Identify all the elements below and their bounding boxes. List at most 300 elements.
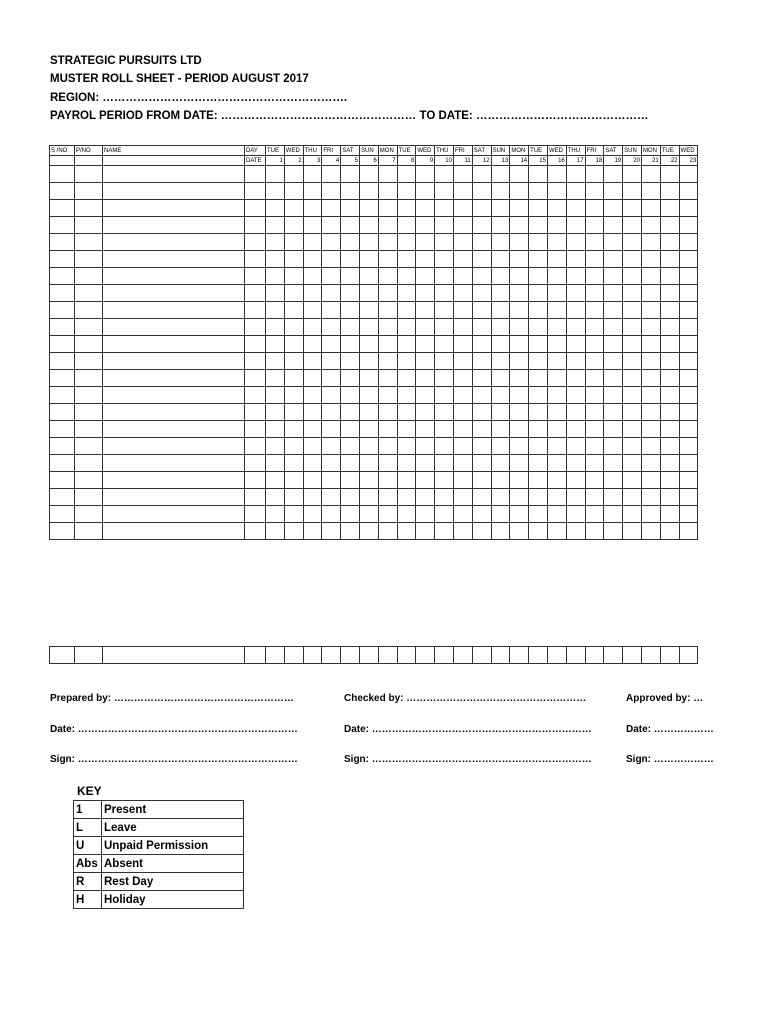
entry-cell[interactable] — [303, 438, 322, 455]
entry-cell[interactable] — [604, 404, 623, 421]
entry-cell[interactable] — [529, 506, 548, 523]
entry-cell[interactable] — [679, 353, 698, 370]
entry-cell[interactable] — [453, 455, 472, 472]
entry-cell[interactable] — [529, 234, 548, 251]
entry-cell[interactable] — [510, 387, 529, 404]
entry-cell[interactable] — [322, 489, 341, 506]
entry-cell[interactable] — [50, 370, 75, 387]
entry-cell[interactable] — [472, 421, 491, 438]
entry-cell[interactable] — [660, 251, 679, 268]
entry-cell[interactable] — [322, 506, 341, 523]
entry-cell[interactable] — [641, 353, 660, 370]
entry-cell[interactable] — [416, 523, 435, 540]
entry-cell[interactable] — [75, 302, 103, 319]
entry-cell[interactable] — [322, 404, 341, 421]
entry-cell[interactable] — [660, 268, 679, 285]
entry-cell[interactable] — [566, 319, 585, 336]
entry-cell[interactable] — [416, 370, 435, 387]
entry-cell[interactable] — [103, 217, 245, 234]
entry-cell[interactable] — [266, 455, 285, 472]
entry-cell[interactable] — [75, 506, 103, 523]
entry-cell[interactable] — [566, 455, 585, 472]
entry-cell[interactable] — [75, 387, 103, 404]
entry-cell[interactable] — [585, 319, 604, 336]
entry-cell[interactable] — [604, 251, 623, 268]
entry-cell[interactable] — [416, 285, 435, 302]
entry-cell[interactable] — [491, 217, 510, 234]
totals-cell[interactable] — [245, 647, 266, 664]
entry-cell[interactable] — [103, 404, 245, 421]
entry-cell[interactable] — [303, 183, 322, 200]
entry-cell[interactable] — [303, 370, 322, 387]
entry-cell[interactable] — [566, 234, 585, 251]
entry-cell[interactable] — [566, 285, 585, 302]
entry-cell[interactable] — [566, 353, 585, 370]
entry-cell[interactable] — [604, 438, 623, 455]
entry-cell[interactable] — [510, 302, 529, 319]
entry-cell[interactable] — [641, 234, 660, 251]
entry-cell[interactable] — [660, 489, 679, 506]
entry-cell[interactable] — [641, 472, 660, 489]
entry-cell[interactable] — [303, 319, 322, 336]
entry-cell[interactable] — [284, 438, 303, 455]
entry-cell[interactable] — [75, 268, 103, 285]
entry-cell[interactable] — [245, 217, 266, 234]
entry-cell[interactable] — [604, 217, 623, 234]
entry-cell[interactable] — [341, 285, 360, 302]
entry-cell[interactable] — [472, 183, 491, 200]
entry-cell[interactable] — [604, 319, 623, 336]
entry-cell[interactable] — [341, 370, 360, 387]
entry-cell[interactable] — [303, 336, 322, 353]
entry-cell[interactable] — [566, 251, 585, 268]
entry-cell[interactable] — [623, 336, 642, 353]
entry-cell[interactable] — [435, 217, 454, 234]
entry-cell[interactable] — [604, 472, 623, 489]
entry-cell[interactable] — [529, 523, 548, 540]
entry-cell[interactable] — [378, 183, 397, 200]
entry-cell[interactable] — [491, 268, 510, 285]
entry-cell[interactable] — [378, 319, 397, 336]
entry-cell[interactable] — [245, 302, 266, 319]
entry-cell[interactable] — [623, 421, 642, 438]
entry-cell[interactable] — [416, 336, 435, 353]
entry-cell[interactable] — [491, 353, 510, 370]
entry-cell[interactable] — [491, 183, 510, 200]
entry-cell[interactable] — [416, 268, 435, 285]
entry-cell[interactable] — [245, 421, 266, 438]
entry-cell[interactable] — [397, 489, 416, 506]
entry-cell[interactable] — [284, 387, 303, 404]
entry-cell[interactable] — [322, 268, 341, 285]
entry-cell[interactable] — [416, 438, 435, 455]
entry-cell[interactable] — [472, 268, 491, 285]
entry-cell[interactable] — [359, 438, 378, 455]
entry-cell[interactable] — [604, 370, 623, 387]
entry-cell[interactable] — [566, 370, 585, 387]
totals-cell[interactable] — [50, 647, 75, 664]
entry-cell[interactable] — [303, 217, 322, 234]
entry-cell[interactable] — [435, 438, 454, 455]
entry-cell[interactable] — [623, 370, 642, 387]
entry-cell[interactable] — [679, 506, 698, 523]
entry-cell[interactable] — [604, 353, 623, 370]
entry-cell[interactable] — [453, 302, 472, 319]
entry-cell[interactable] — [397, 421, 416, 438]
entry-cell[interactable] — [103, 472, 245, 489]
entry-cell[interactable] — [529, 370, 548, 387]
entry-cell[interactable] — [472, 387, 491, 404]
entry-cell[interactable] — [75, 200, 103, 217]
entry-cell[interactable] — [510, 472, 529, 489]
entry-cell[interactable] — [103, 183, 245, 200]
entry-cell[interactable] — [510, 200, 529, 217]
entry-cell[interactable] — [245, 336, 266, 353]
entry-cell[interactable] — [341, 336, 360, 353]
entry-cell[interactable] — [641, 387, 660, 404]
totals-cell[interactable] — [266, 647, 285, 664]
entry-cell[interactable] — [50, 319, 75, 336]
entry-cell[interactable] — [679, 336, 698, 353]
entry-cell[interactable] — [266, 353, 285, 370]
entry-cell[interactable] — [341, 489, 360, 506]
totals-cell[interactable] — [75, 647, 103, 664]
entry-cell[interactable] — [284, 455, 303, 472]
entry-cell[interactable] — [75, 336, 103, 353]
entry-cell[interactable] — [510, 523, 529, 540]
entry-cell[interactable] — [416, 387, 435, 404]
entry-cell[interactable] — [322, 234, 341, 251]
entry-cell[interactable] — [679, 489, 698, 506]
entry-cell[interactable] — [491, 166, 510, 183]
entry-cell[interactable] — [303, 166, 322, 183]
entry-cell[interactable] — [359, 472, 378, 489]
entry-cell[interactable] — [322, 183, 341, 200]
entry-cell[interactable] — [50, 234, 75, 251]
entry-cell[interactable] — [547, 353, 566, 370]
entry-cell[interactable] — [585, 506, 604, 523]
entry-cell[interactable] — [547, 183, 566, 200]
entry-cell[interactable] — [284, 336, 303, 353]
entry-cell[interactable] — [491, 319, 510, 336]
entry-cell[interactable] — [660, 302, 679, 319]
entry-cell[interactable] — [303, 285, 322, 302]
entry-cell[interactable] — [266, 421, 285, 438]
totals-cell[interactable] — [472, 647, 491, 664]
entry-cell[interactable] — [341, 166, 360, 183]
entry-cell[interactable] — [397, 370, 416, 387]
entry-cell[interactable] — [623, 183, 642, 200]
entry-cell[interactable] — [397, 353, 416, 370]
entry-cell[interactable] — [75, 353, 103, 370]
entry-cell[interactable] — [397, 319, 416, 336]
entry-cell[interactable] — [284, 217, 303, 234]
entry-cell[interactable] — [75, 370, 103, 387]
entry-cell[interactable] — [604, 200, 623, 217]
entry-cell[interactable] — [510, 319, 529, 336]
entry-cell[interactable] — [50, 421, 75, 438]
entry-cell[interactable] — [641, 183, 660, 200]
entry-cell[interactable] — [303, 421, 322, 438]
entry-cell[interactable] — [322, 251, 341, 268]
entry-cell[interactable] — [245, 200, 266, 217]
entry-cell[interactable] — [435, 183, 454, 200]
entry-cell[interactable] — [547, 404, 566, 421]
entry-cell[interactable] — [266, 506, 285, 523]
entry-cell[interactable] — [585, 234, 604, 251]
entry-cell[interactable] — [660, 387, 679, 404]
entry-cell[interactable] — [75, 489, 103, 506]
entry-cell[interactable] — [284, 319, 303, 336]
entry-cell[interactable] — [453, 166, 472, 183]
entry-cell[interactable] — [435, 285, 454, 302]
entry-cell[interactable] — [284, 506, 303, 523]
entry-cell[interactable] — [75, 234, 103, 251]
entry-cell[interactable] — [623, 455, 642, 472]
entry-cell[interactable] — [245, 387, 266, 404]
entry-cell[interactable] — [266, 251, 285, 268]
entry-cell[interactable] — [679, 523, 698, 540]
entry-cell[interactable] — [341, 523, 360, 540]
entry-cell[interactable] — [75, 183, 103, 200]
entry-cell[interactable] — [435, 302, 454, 319]
entry-cell[interactable] — [623, 285, 642, 302]
totals-cell[interactable] — [491, 647, 510, 664]
entry-cell[interactable] — [566, 472, 585, 489]
entry-cell[interactable] — [679, 370, 698, 387]
entry-cell[interactable] — [397, 387, 416, 404]
entry-cell[interactable] — [359, 336, 378, 353]
entry-cell[interactable] — [397, 404, 416, 421]
entry-cell[interactable] — [585, 370, 604, 387]
entry-cell[interactable] — [491, 200, 510, 217]
entry-cell[interactable] — [303, 251, 322, 268]
entry-cell[interactable] — [50, 523, 75, 540]
totals-cell[interactable] — [322, 647, 341, 664]
entry-cell[interactable] — [547, 285, 566, 302]
entry-cell[interactable] — [341, 506, 360, 523]
totals-cell[interactable] — [604, 647, 623, 664]
entry-cell[interactable] — [547, 523, 566, 540]
entry-cell[interactable] — [378, 506, 397, 523]
entry-cell[interactable] — [103, 251, 245, 268]
entry-cell[interactable] — [103, 234, 245, 251]
entry-cell[interactable] — [397, 455, 416, 472]
entry-cell[interactable] — [585, 302, 604, 319]
totals-cell[interactable] — [359, 647, 378, 664]
entry-cell[interactable] — [416, 302, 435, 319]
entry-cell[interactable] — [50, 438, 75, 455]
entry-cell[interactable] — [103, 166, 245, 183]
entry-cell[interactable] — [378, 336, 397, 353]
entry-cell[interactable] — [103, 353, 245, 370]
entry-cell[interactable] — [435, 455, 454, 472]
entry-cell[interactable] — [491, 489, 510, 506]
entry-cell[interactable] — [679, 387, 698, 404]
entry-cell[interactable] — [453, 472, 472, 489]
entry-cell[interactable] — [378, 217, 397, 234]
entry-cell[interactable] — [472, 336, 491, 353]
entry-cell[interactable] — [510, 285, 529, 302]
entry-cell[interactable] — [660, 234, 679, 251]
totals-cell[interactable] — [341, 647, 360, 664]
entry-cell[interactable] — [416, 234, 435, 251]
entry-cell[interactable] — [472, 523, 491, 540]
entry-cell[interactable] — [491, 285, 510, 302]
entry-cell[interactable] — [660, 506, 679, 523]
entry-cell[interactable] — [472, 489, 491, 506]
entry-cell[interactable] — [623, 387, 642, 404]
entry-cell[interactable] — [284, 234, 303, 251]
entry-cell[interactable] — [245, 166, 266, 183]
entry-cell[interactable] — [322, 421, 341, 438]
entry-cell[interactable] — [322, 438, 341, 455]
entry-cell[interactable] — [50, 285, 75, 302]
entry-cell[interactable] — [435, 404, 454, 421]
entry-cell[interactable] — [435, 234, 454, 251]
entry-cell[interactable] — [303, 506, 322, 523]
entry-cell[interactable] — [103, 489, 245, 506]
entry-cell[interactable] — [641, 523, 660, 540]
entry-cell[interactable] — [50, 455, 75, 472]
entry-cell[interactable] — [50, 472, 75, 489]
entry-cell[interactable] — [510, 268, 529, 285]
totals-cell[interactable] — [453, 647, 472, 664]
entry-cell[interactable] — [529, 336, 548, 353]
entry-cell[interactable] — [397, 217, 416, 234]
entry-cell[interactable] — [641, 506, 660, 523]
entry-cell[interactable] — [604, 421, 623, 438]
entry-cell[interactable] — [435, 387, 454, 404]
entry-cell[interactable] — [378, 251, 397, 268]
entry-cell[interactable] — [103, 302, 245, 319]
entry-cell[interactable] — [585, 387, 604, 404]
entry-cell[interactable] — [50, 353, 75, 370]
entry-cell[interactable] — [397, 234, 416, 251]
entry-cell[interactable] — [491, 421, 510, 438]
entry-cell[interactable] — [266, 166, 285, 183]
entry-cell[interactable] — [491, 251, 510, 268]
entry-cell[interactable] — [435, 200, 454, 217]
entry-cell[interactable] — [378, 268, 397, 285]
entry-cell[interactable] — [266, 370, 285, 387]
entry-cell[interactable] — [566, 506, 585, 523]
entry-cell[interactable] — [322, 200, 341, 217]
entry-cell[interactable] — [359, 285, 378, 302]
entry-cell[interactable] — [378, 370, 397, 387]
entry-cell[interactable] — [604, 455, 623, 472]
entry-cell[interactable] — [491, 302, 510, 319]
entry-cell[interactable] — [566, 489, 585, 506]
entry-cell[interactable] — [491, 387, 510, 404]
entry-cell[interactable] — [453, 319, 472, 336]
entry-cell[interactable] — [453, 506, 472, 523]
entry-cell[interactable] — [416, 166, 435, 183]
entry-cell[interactable] — [472, 455, 491, 472]
entry-cell[interactable] — [435, 319, 454, 336]
entry-cell[interactable] — [103, 455, 245, 472]
entry-cell[interactable] — [378, 489, 397, 506]
entry-cell[interactable] — [245, 370, 266, 387]
entry-cell[interactable] — [435, 336, 454, 353]
entry-cell[interactable] — [322, 302, 341, 319]
entry-cell[interactable] — [547, 506, 566, 523]
entry-cell[interactable] — [266, 285, 285, 302]
entry-cell[interactable] — [303, 472, 322, 489]
entry-cell[interactable] — [510, 506, 529, 523]
entry-cell[interactable] — [547, 370, 566, 387]
entry-cell[interactable] — [623, 353, 642, 370]
entry-cell[interactable] — [472, 302, 491, 319]
entry-cell[interactable] — [397, 166, 416, 183]
entry-cell[interactable] — [103, 370, 245, 387]
entry-cell[interactable] — [547, 302, 566, 319]
entry-cell[interactable] — [378, 455, 397, 472]
entry-cell[interactable] — [679, 234, 698, 251]
entry-cell[interactable] — [266, 336, 285, 353]
entry-cell[interactable] — [103, 336, 245, 353]
entry-cell[interactable] — [284, 200, 303, 217]
entry-cell[interactable] — [510, 251, 529, 268]
entry-cell[interactable] — [341, 472, 360, 489]
entry-cell[interactable] — [284, 302, 303, 319]
entry-cell[interactable] — [303, 523, 322, 540]
entry-cell[interactable] — [585, 489, 604, 506]
entry-cell[interactable] — [266, 183, 285, 200]
entry-cell[interactable] — [547, 166, 566, 183]
entry-cell[interactable] — [529, 183, 548, 200]
entry-cell[interactable] — [50, 251, 75, 268]
entry-cell[interactable] — [472, 200, 491, 217]
entry-cell[interactable] — [604, 234, 623, 251]
entry-cell[interactable] — [397, 200, 416, 217]
entry-cell[interactable] — [641, 421, 660, 438]
entry-cell[interactable] — [679, 268, 698, 285]
entry-cell[interactable] — [566, 438, 585, 455]
entry-cell[interactable] — [472, 251, 491, 268]
entry-cell[interactable] — [491, 455, 510, 472]
entry-cell[interactable] — [679, 319, 698, 336]
entry-cell[interactable] — [566, 166, 585, 183]
entry-cell[interactable] — [322, 353, 341, 370]
entry-cell[interactable] — [266, 200, 285, 217]
entry-cell[interactable] — [416, 217, 435, 234]
entry-cell[interactable] — [266, 472, 285, 489]
entry-cell[interactable] — [245, 523, 266, 540]
entry-cell[interactable] — [453, 336, 472, 353]
entry-cell[interactable] — [529, 455, 548, 472]
entry-cell[interactable] — [75, 285, 103, 302]
entry-cell[interactable] — [510, 455, 529, 472]
entry-cell[interactable] — [679, 166, 698, 183]
entry-cell[interactable] — [303, 200, 322, 217]
entry-cell[interactable] — [416, 183, 435, 200]
entry-cell[interactable] — [529, 251, 548, 268]
entry-cell[interactable] — [341, 455, 360, 472]
entry-cell[interactable] — [359, 455, 378, 472]
totals-cell[interactable] — [435, 647, 454, 664]
entry-cell[interactable] — [359, 370, 378, 387]
entry-cell[interactable] — [266, 302, 285, 319]
entry-cell[interactable] — [322, 319, 341, 336]
entry-cell[interactable] — [75, 217, 103, 234]
entry-cell[interactable] — [472, 438, 491, 455]
entry-cell[interactable] — [359, 217, 378, 234]
entry-cell[interactable] — [472, 166, 491, 183]
entry-cell[interactable] — [604, 166, 623, 183]
entry-cell[interactable] — [472, 319, 491, 336]
entry-cell[interactable] — [660, 455, 679, 472]
